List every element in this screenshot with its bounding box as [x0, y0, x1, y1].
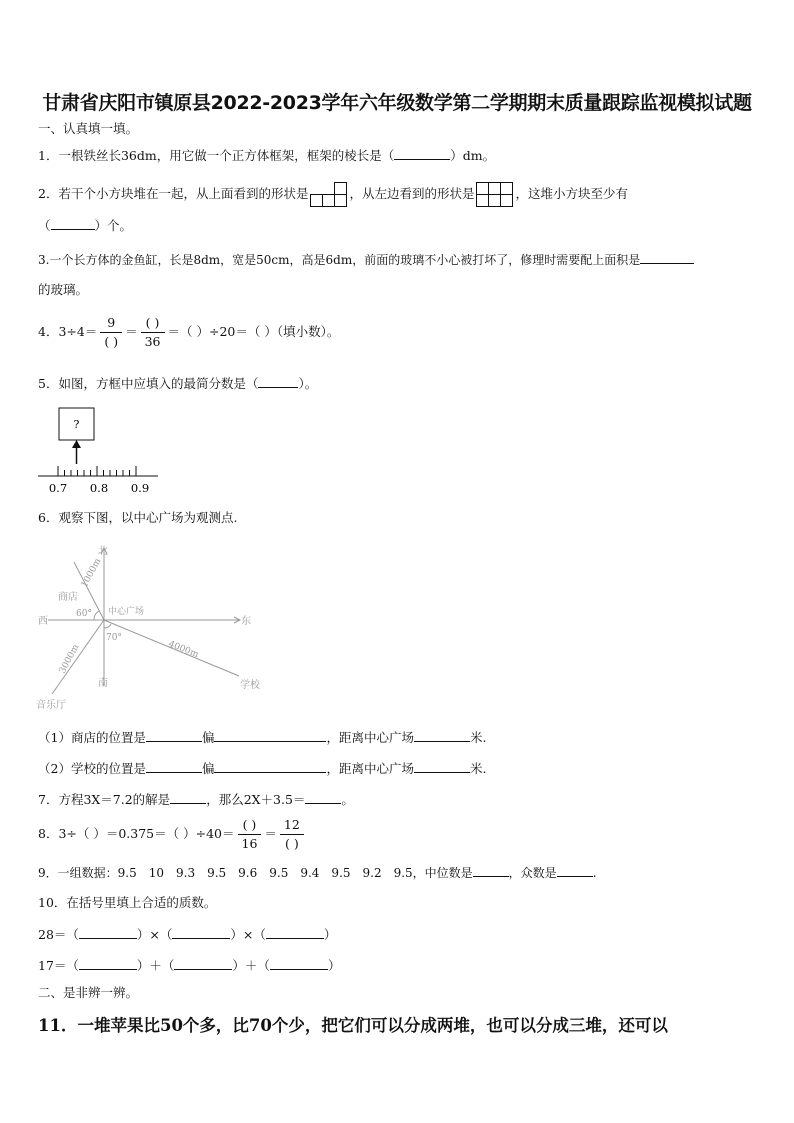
music-distance-label: 3000m	[57, 642, 82, 676]
q10a-blank-3[interactable]	[266, 925, 324, 939]
q4-text-b: ＝（ ）÷20＝（ ）（填小数）。	[167, 324, 340, 339]
question-4: 4．3÷4＝ $\frac{9}{( )}$ ＝ $\frac{( )}{36}$ ＝（ ）÷20＝（ ）（填小数）。	[38, 315, 340, 349]
q6-1-direction-blank[interactable]	[146, 728, 202, 742]
top-view-shape	[310, 182, 347, 207]
q7-solution-blank[interactable]	[170, 790, 206, 804]
question-5	[38, 374, 317, 393]
q10b-blank-1[interactable]	[79, 956, 137, 970]
q6-2-angle-blank[interactable]	[214, 759, 326, 773]
q4-fraction-2: $\frac{( )}{36}$	[141, 314, 165, 351]
number-line-figure	[34, 404, 166, 496]
music-hall-direction-line	[52, 620, 104, 694]
q5-after: ）。	[298, 376, 318, 391]
school-label: 学校	[240, 680, 260, 691]
q6-1-angle-blank[interactable]	[214, 728, 326, 742]
q2-answer-blank[interactable]	[51, 216, 95, 230]
q7-text-c: 。	[341, 792, 354, 807]
q5-answer-blank[interactable]	[258, 374, 298, 388]
q3-answer-blank[interactable]	[640, 250, 694, 264]
question-2	[38, 182, 628, 207]
q6-1-text-d: 米.	[470, 730, 487, 745]
angle-70-label: 70°	[106, 633, 122, 643]
q7-value-blank[interactable]	[305, 790, 341, 804]
tick-label-0.7: 0.7	[48, 481, 68, 495]
q9-text-c: .	[592, 866, 597, 880]
q10b-blank-3[interactable]	[270, 956, 328, 970]
question-8: 8．3÷（ ）＝0.375＝（ ）÷40＝ $\frac{( )}{16}$ ＝ $\frac{12}{( )}$	[38, 816, 307, 853]
q9-mode-blank[interactable]	[557, 863, 593, 877]
question-3	[38, 250, 694, 269]
q7-text-a: 7．方程3X＝7.2的解是	[38, 792, 171, 807]
q1-answer-blank[interactable]	[394, 146, 450, 160]
q6-1-text-c: ，距离中心广场	[326, 730, 414, 745]
q6-2-distance-blank[interactable]	[414, 759, 470, 773]
q2-text-a: 2．若干个小方块堆在一起，从上面看到的形状是	[38, 186, 309, 201]
q10a-blank-2[interactable]	[172, 925, 230, 939]
shop-distance-label: 1000m	[79, 556, 104, 590]
q8-fraction-1: $\frac{( )}{16}$	[238, 816, 262, 853]
question-6: 6．观察下图，以中心广场为观测点.	[38, 510, 238, 525]
question-10-b: 17＝（ ）＋（ ）＋（ ）	[38, 958, 341, 973]
q8-fraction-2: $\frac{12}{( )}$	[280, 816, 304, 853]
q9-text-b: ，众数是	[508, 866, 557, 880]
q6-1-text-a: （1）商店的位置是	[38, 730, 146, 745]
shop-label: 商店	[58, 592, 78, 603]
question-3-cont: 的玻璃。	[38, 282, 89, 297]
q4-text-a: 4．3÷4＝	[38, 324, 98, 339]
west-label: 西	[38, 616, 48, 627]
question-7	[38, 790, 354, 809]
school-direction-line	[104, 620, 239, 676]
section-1-heading: 一、认真填一填。	[38, 121, 139, 136]
q8-text-a: 8．3÷（ ）＝0.375＝（ ）÷40＝	[38, 826, 235, 841]
q9-text-a: 9．一组数据：9.5 10 9.3 9.5 9.6 9.5 9.4 9.5 9.2 9.5，中位数是	[38, 866, 473, 880]
q7-text-b: ，那么2X＋3.5＝	[206, 792, 306, 807]
q2-text-b: ，从左边看到的形状是	[349, 186, 475, 201]
tick-label-0.9: 0.9	[130, 481, 150, 495]
answer-box-label: ?	[73, 418, 80, 431]
q6-2-text-c: ，距离中心广场	[326, 761, 414, 776]
q6-2-text-a: （2）学校的位置是	[38, 761, 146, 776]
question-6-part-2	[38, 759, 486, 778]
arrow-head	[72, 440, 81, 448]
q10a-blank-1[interactable]	[79, 925, 137, 939]
school-distance-label: 4000m	[166, 639, 200, 661]
question-1	[38, 146, 495, 165]
compass-map	[34, 538, 274, 714]
q10b-blank-2[interactable]	[174, 956, 232, 970]
q6-1-distance-blank[interactable]	[414, 728, 470, 742]
question-10-a: 28＝（ ）×（ ）×（ ）	[38, 927, 337, 942]
q2-text-c: ，这堆小方块至少有	[515, 186, 628, 201]
angle-70-arc	[104, 624, 111, 628]
question-6-part-1	[38, 728, 486, 747]
q6-2-text-b: 偏	[201, 761, 215, 776]
east-label: 东	[241, 616, 251, 627]
angle-60-label: 60°	[76, 609, 92, 619]
section-2-heading: 二、是非辨一辨。	[38, 985, 139, 1000]
north-label: 北	[98, 546, 108, 557]
q6-2-direction-blank[interactable]	[146, 759, 202, 773]
q5-text: 5．如图，方框中应填入的最简分数是（	[38, 376, 259, 391]
question-11: 11．一堆苹果比50个多，比70个少，把它们可以分成两堆，也可以分成三堆，还可以	[38, 1016, 668, 1035]
q1-after: ）dm。	[450, 148, 496, 163]
page-title: 甘肃省庆阳市镇原县2022-2023学年六年级数学第二学期期末质量跟踪监视模拟试题	[42, 92, 752, 114]
question-9	[38, 863, 597, 882]
q9-median-blank[interactable]	[473, 863, 509, 877]
angle-60-arc	[94, 611, 99, 620]
question-2-cont	[38, 216, 132, 235]
q2-text-e: ）个。	[94, 218, 133, 233]
music-hall-label: 音乐厅	[36, 700, 66, 711]
center-label: 中心广场	[108, 607, 145, 617]
q4-fraction-1: $\frac{9}{( )}$	[100, 314, 122, 351]
tick-label-0.8: 0.8	[89, 481, 109, 495]
q6-1-text-b: 偏	[201, 730, 215, 745]
number-line-ticks	[58, 466, 136, 476]
q1-text: 1．一根铁丝长36dm，用它做一个正方体框架，框架的棱长是（	[38, 148, 395, 163]
left-view-shape	[476, 182, 513, 207]
south-label: 南	[98, 678, 108, 689]
q2-text-d: （	[38, 218, 51, 233]
q6-2-text-d: 米.	[470, 761, 487, 776]
question-10: 10．在括号里填上合适的质数。	[38, 895, 217, 910]
q3-text-a: 3.一个长方体的金鱼缸，长是8dm，宽是50cm，高是6dm，前面的玻璃不小心被打坏了，修理时需要配上面积是	[38, 253, 641, 267]
